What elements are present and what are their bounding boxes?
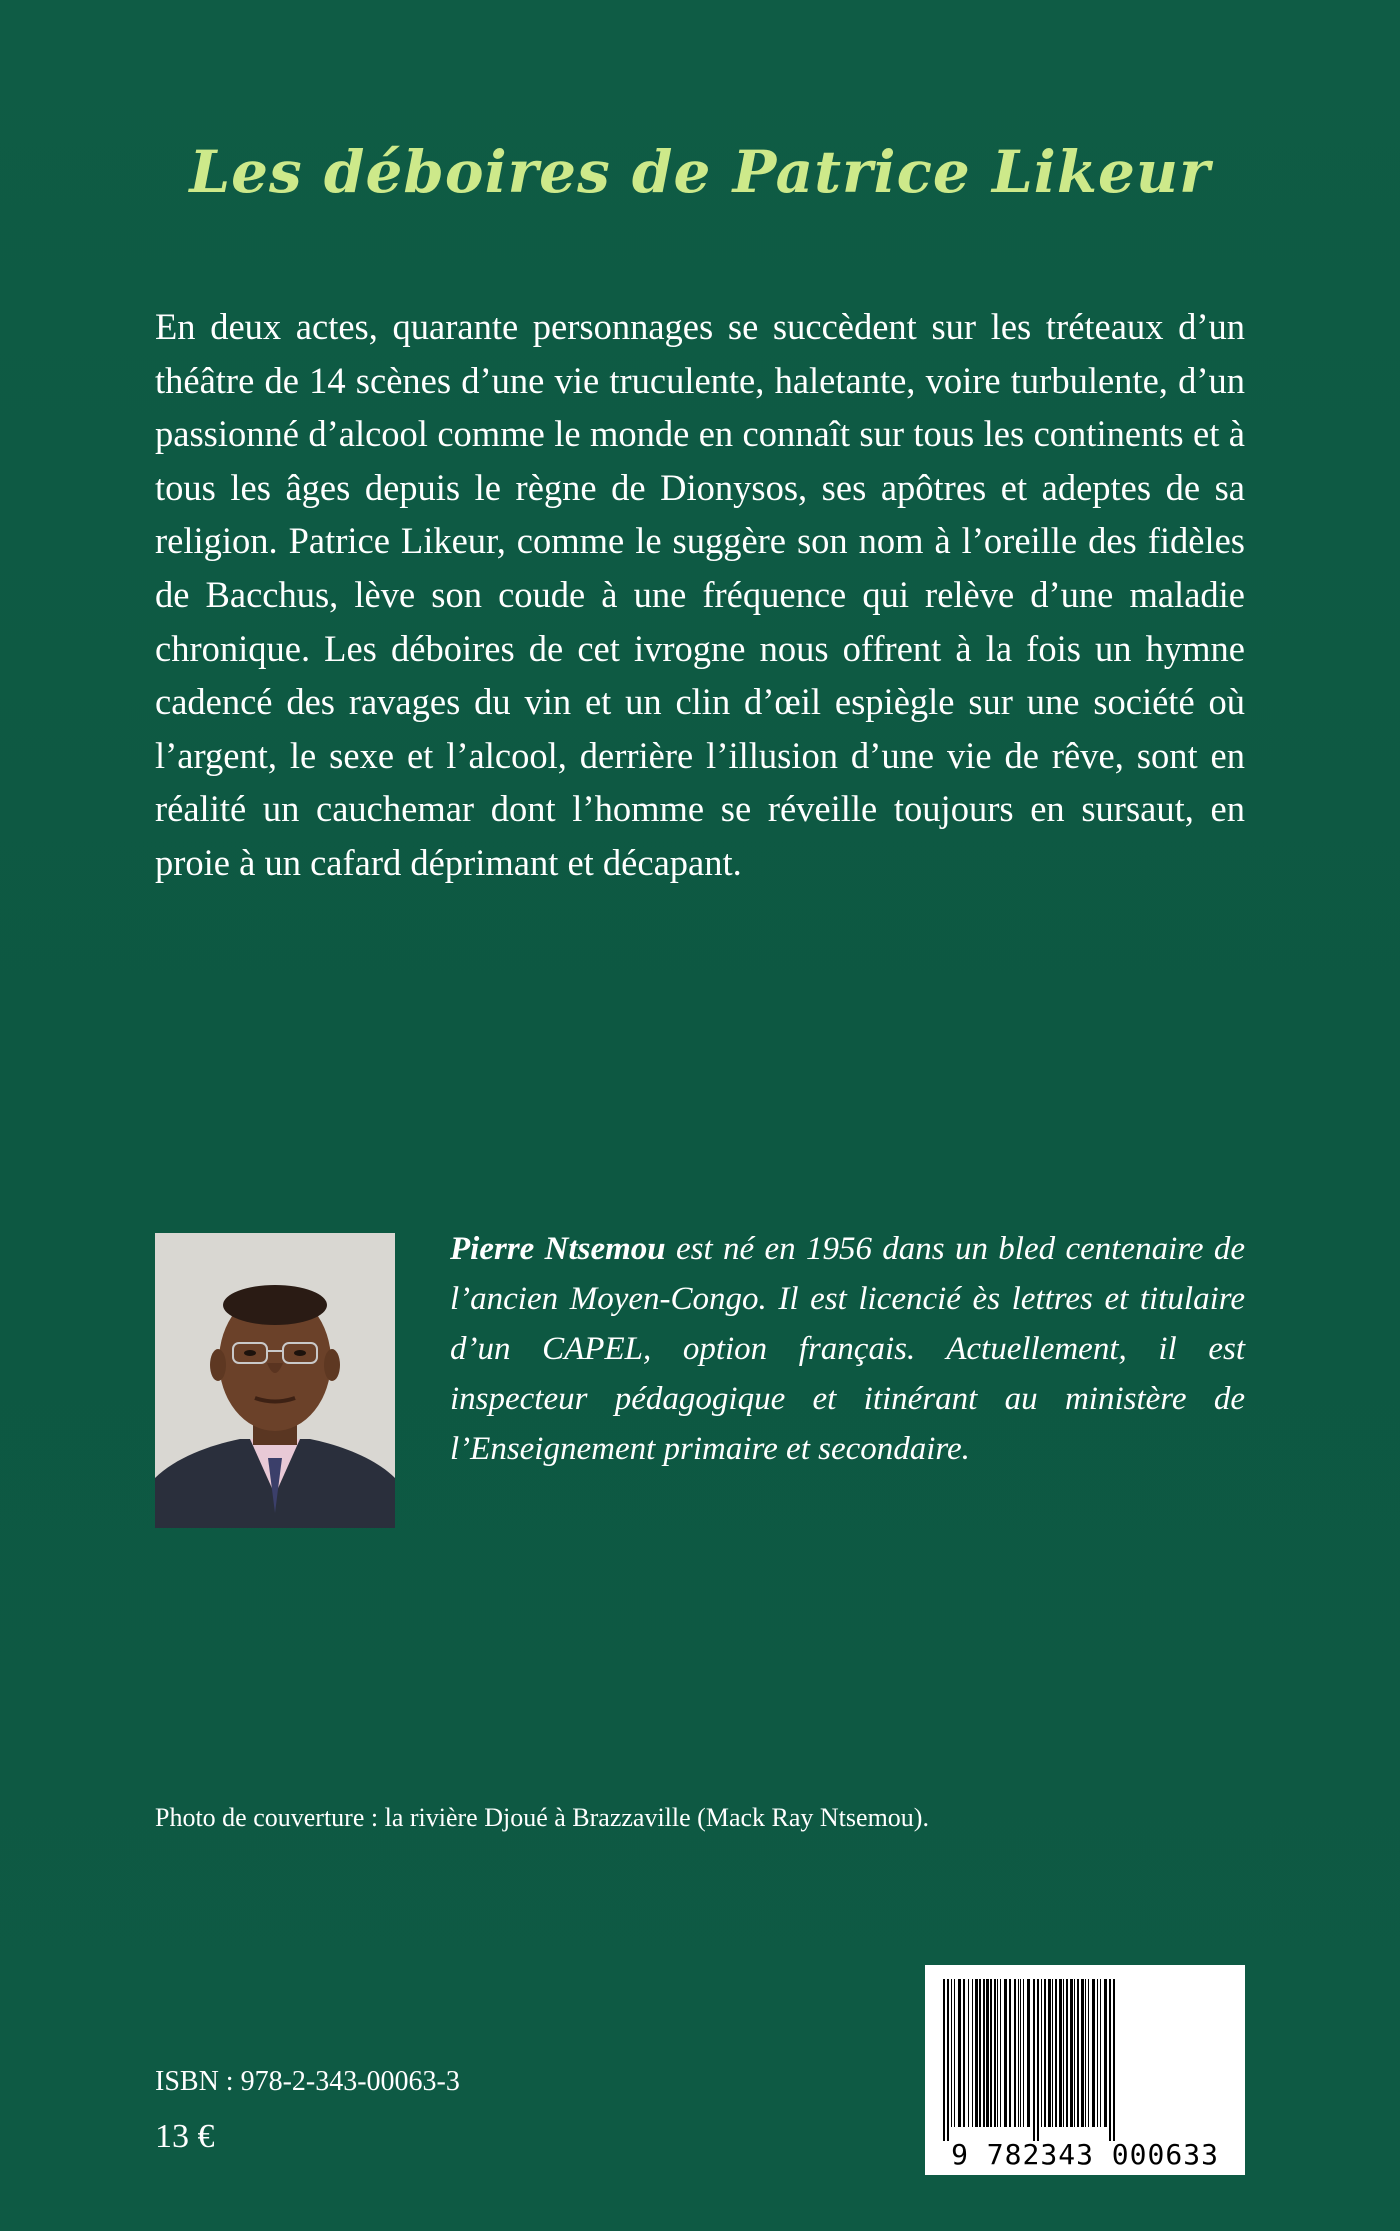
barcode-bar bbox=[1113, 1979, 1115, 2141]
photo-credit: Photo de couverture : la rivière Djoué à Brazzaville (Mack Ray Ntsemou). bbox=[155, 1803, 929, 1832]
barcode-bar bbox=[951, 1979, 952, 2127]
barcode-bar bbox=[1027, 1979, 1030, 2127]
barcode-bar bbox=[1048, 1979, 1051, 2127]
barcode-bar bbox=[1066, 1979, 1068, 2127]
barcode-bar bbox=[994, 1979, 996, 2127]
barcode-bar bbox=[1033, 1979, 1035, 2141]
barcode-bar bbox=[954, 1979, 955, 2127]
barcode-bar bbox=[1085, 1979, 1086, 2127]
barcode-bar bbox=[979, 1979, 981, 2127]
author-photo bbox=[155, 1233, 395, 1528]
author-name: Pierre Ntsemou bbox=[450, 1231, 666, 1267]
barcode-bar bbox=[972, 1979, 973, 2127]
barcode-bar bbox=[1055, 1979, 1057, 2127]
barcode-bar bbox=[963, 1979, 965, 2127]
barcode-bar bbox=[1020, 1979, 1021, 2127]
barcode-bar bbox=[1109, 1979, 1111, 2141]
book-title: Les déboires de Patrice Likeur bbox=[189, 138, 1211, 206]
barcode-bar bbox=[958, 1979, 961, 2127]
barcode-bar bbox=[947, 1979, 949, 2141]
barcode-bar bbox=[1004, 1979, 1007, 2127]
barcode-bar bbox=[1092, 1979, 1095, 2127]
barcode-bar bbox=[968, 1979, 969, 2127]
barcode-bar bbox=[1000, 1979, 1001, 2127]
barcode-bar bbox=[997, 1979, 998, 2127]
barcode-bar bbox=[1081, 1979, 1084, 2127]
barcode-bar bbox=[1041, 1979, 1042, 2127]
barcode-bar bbox=[1044, 1979, 1046, 2127]
barcode-bar bbox=[975, 1979, 978, 2127]
barcode-bar bbox=[943, 1979, 945, 2141]
barcode-bar bbox=[1037, 1979, 1039, 2141]
barcode-bar bbox=[1052, 1979, 1053, 2127]
price-label: 13 € bbox=[155, 2118, 215, 2155]
author-bio bbox=[450, 1224, 1245, 1474]
barcode-bar bbox=[1014, 1979, 1016, 2127]
barcode-bar bbox=[1100, 1979, 1101, 2127]
barcode-bar bbox=[990, 1979, 992, 2127]
barcode-bar bbox=[1009, 1979, 1011, 2127]
barcode-bar bbox=[1059, 1979, 1062, 2127]
barcode-bar bbox=[1088, 1979, 1089, 2127]
author-bio-text: est né en 1956 dans un bled centenaire de l’ancien Moyen-Congo. Il est licencié ès lettres et titulaire d’un CAPEL, option français. Actuellement, il est inspecteur pédagogique et itinérant au ministère de l’Enseignement primaire et secondaire. bbox=[450, 1231, 1245, 1467]
barcode-digits: 9 782343 000633 bbox=[951, 2138, 1219, 2171]
barcode-bar bbox=[1023, 1979, 1024, 2127]
isbn-barcode bbox=[925, 1965, 1245, 2175]
barcode-bar bbox=[1104, 1979, 1107, 2127]
barcode-bar bbox=[986, 1979, 989, 2127]
book-blurb: En deux actes, quarante personnages se succèdent sur les tréteaux d’un théâtre de 14 scènes d’une vie truculente, haletante, voire turbulente, d’un passionné d’alcool comme le monde en connaît sur tous les continents et à tous les âges depuis le règne de Dionysos, ses apôtres et adeptes de sa religion. Patrice Likeur, comme le suggère son nom à l’oreille des fidèles de Bacchus, lève son coude à une fréquence qui relève d’une maladie chronique. Les déboires de cet ivrogne nous offrent à la fois un hymne cadencé des ravages du vin et un clin d’œil espiègle sur une société où l’argent, le sexe et l’alcool, derrière l’illusion d’une vie de rêve, sont en réalité un cauchemar dont l’homme se réveille toujours en sursaut, en proie à un cafard déprimant et décapant. bbox=[155, 306, 1245, 883]
barcode-bar bbox=[1074, 1979, 1075, 2127]
barcode-bar bbox=[983, 1979, 985, 2127]
barcode-bar bbox=[1018, 1979, 1019, 2127]
barcode-bar bbox=[1063, 1979, 1064, 2127]
barcode-bar bbox=[1077, 1979, 1079, 2127]
barcode-bar bbox=[1070, 1979, 1073, 2127]
barcode-bar bbox=[1097, 1979, 1098, 2127]
isbn-label: ISBN : 978-2-343-00063-3 bbox=[155, 2066, 460, 2097]
